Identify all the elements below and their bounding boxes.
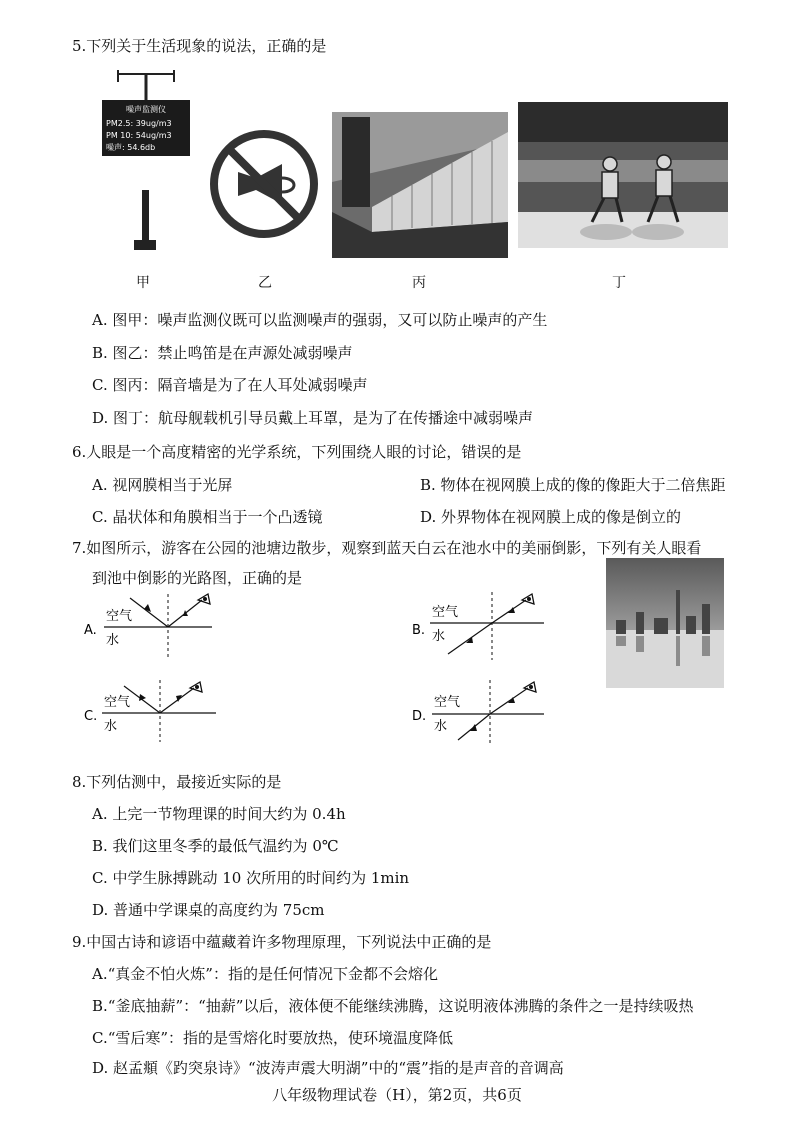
- q7-stem-line1: 7.如图所示，游客在公园的池塘边散步，观察到蓝天白云在池水中的美丽倒影，下列有关人眼看: [72, 539, 702, 557]
- q6-option-a: A. 视网膜相当于光屏: [92, 476, 233, 494]
- q7-diagram-b-air: 空气: [432, 605, 459, 620]
- q6-option-c: C. 晶状体和角膜相当于一个凸透镜: [92, 508, 323, 526]
- q7-diagram-c-letter: C.: [84, 709, 98, 724]
- caption-ding: 丁: [612, 275, 626, 291]
- no-horn-sign-figure: [208, 128, 320, 240]
- q9-option-c: C.“雪后寒”：指的是雪熔化时要放热，使环境温度降低: [92, 1029, 454, 1047]
- q5-option-d: D. 图丁：航母舰载机引导员戴上耳罩，是为了在传播途中减弱噪声: [92, 409, 534, 427]
- monitor-row3: 噪声: 54.6db: [106, 143, 156, 152]
- q7-diagram-d-air: 空气: [434, 695, 461, 710]
- q7-diagram-c-air: 空气: [104, 695, 131, 710]
- q5-option-b: B. 图乙：禁止鸣笛是在声源处减弱噪声: [92, 344, 353, 362]
- q9-option-d: D. 赵孟頫《趵突泉诗》“波涛声震大明湖”中的“震”指的是声音的音调高: [92, 1059, 564, 1077]
- q8-stem: 8.下列估测中，最接近实际的是: [72, 773, 282, 791]
- q8-option-c: C. 中学生脉搏跳动 10 次所用的时间约为 1min: [92, 869, 410, 887]
- q7-diagram-c-water: 水: [104, 719, 118, 734]
- q7-diagram-a: [84, 590, 234, 664]
- sound-barrier-photo: [332, 112, 508, 258]
- q5-option-a: A. 图甲：噪声监测仪既可以监测噪声的强弱，又可以防止噪声的产生: [92, 311, 548, 329]
- q7-diagram-a-water: 水: [106, 633, 120, 648]
- caption-yi: 乙: [258, 275, 272, 291]
- q8-option-b: B. 我们这里冬季的最低气温约为 0℃: [92, 837, 339, 855]
- q6-option-d: D. 外界物体在视网膜上成的像是倒立的: [420, 508, 682, 526]
- q7-diagram-b-water: 水: [432, 629, 446, 644]
- q7-diagram-d: [412, 676, 562, 746]
- q7-stem-line2: 到池中倒影的光路图，正确的是: [92, 569, 303, 587]
- pond-reflection-photo: [606, 558, 724, 688]
- caption-jia: 甲: [136, 275, 150, 291]
- caption-bing: 丙: [412, 275, 426, 291]
- q7-diagram-b-letter: B.: [412, 623, 426, 638]
- q6-stem: 6.人眼是一个高度精密的光学系统，下列围绕人眼的讨论，错误的是: [72, 443, 522, 461]
- q7-diagram-b: [412, 590, 562, 664]
- q8-option-d: D. 普通中学课桌的高度约为 75cm: [92, 901, 325, 919]
- q7-diagram-c: [84, 676, 234, 746]
- q9-option-a: A.“真金不怕火炼”：指的是任何情况下金都不会熔化: [92, 965, 438, 983]
- q5-option-c: C. 图丙：隔音墙是为了在人耳处减弱噪声: [92, 376, 368, 394]
- monitor-row1: PM2.5: 39ug/m3: [106, 119, 172, 128]
- monitor-row2: PM 10: 54ug/m3: [106, 131, 172, 140]
- q8-option-a: A. 上完一节物理课的时间大约为 0.4h: [92, 805, 346, 823]
- q7-diagram-a-air: 空气: [106, 609, 133, 624]
- page-footer: 八年级物理试卷（H），第2页，共6页: [272, 1086, 522, 1104]
- flight-deck-photo: [518, 102, 728, 248]
- q7-diagram-d-water: 水: [434, 719, 448, 734]
- q5-stem: 5.下列关于生活现象的说法，正确的是: [72, 37, 327, 55]
- q9-stem: 9.中国古诗和谚语中蕴藏着许多物理原理，下列说法中正确的是: [72, 933, 492, 951]
- q7-diagram-d-letter: D.: [412, 709, 427, 724]
- q9-option-b: B.“釜底抽薪”：“抽薪”以后，液体便不能继续沸腾，这说明液体沸腾的条件之一是持续吸热: [92, 997, 694, 1015]
- noise-monitor-figure: [98, 70, 194, 258]
- q7-diagram-a-letter: A.: [84, 623, 97, 638]
- monitor-title: 噪声监测仪: [126, 105, 166, 114]
- q6-option-b: B. 物体在视网膜上成的像的像距大于二倍焦距: [420, 476, 726, 494]
